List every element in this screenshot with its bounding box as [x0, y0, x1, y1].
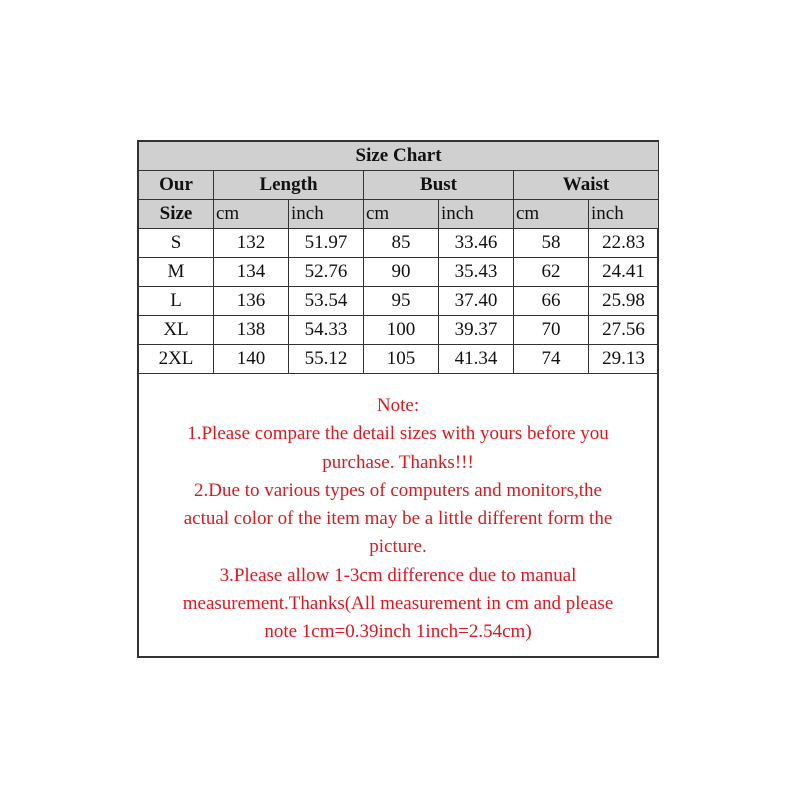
- bust-header: Bust: [364, 171, 514, 200]
- size-cell: L: [139, 287, 214, 316]
- bust-inch-cell: 39.37: [439, 316, 514, 345]
- waist-cm-cell: 58: [514, 229, 589, 258]
- waist-header: Waist: [514, 171, 659, 200]
- waist-cm-cell: 70: [514, 316, 589, 345]
- waist-inch-header: inch: [589, 200, 659, 229]
- waist-cm-cell: 66: [514, 287, 589, 316]
- length-inch-cell: 55.12: [289, 345, 364, 374]
- waist-inch-cell: 25.98: [589, 287, 659, 316]
- size-cell: 2XL: [139, 345, 214, 374]
- note-line: actual color of the item may be a little different form the: [183, 508, 613, 530]
- length-inch-cell: 54.33: [289, 316, 364, 345]
- length-inch-cell: 53.54: [289, 287, 364, 316]
- size-cell: S: [139, 229, 214, 258]
- length-inch-cell: 52.76: [289, 258, 364, 287]
- bust-inch-cell: 37.40: [439, 287, 514, 316]
- length-cm-cell: 140: [214, 345, 289, 374]
- note-line: picture.: [369, 536, 427, 558]
- bust-cm-cell: 85: [364, 229, 439, 258]
- bust-cm-cell: 95: [364, 287, 439, 316]
- length-cm-cell: 134: [214, 258, 289, 287]
- our-size-header-top: Our: [139, 171, 214, 200]
- length-cm-cell: 132: [214, 229, 289, 258]
- length-header: Length: [214, 171, 364, 200]
- notes-section: [139, 392, 657, 647]
- length-cm-header: cm: [214, 200, 289, 229]
- length-cm-cell: 138: [214, 316, 289, 345]
- length-inch-header: inch: [289, 200, 364, 229]
- size-chart: [137, 140, 659, 658]
- waist-cm-header: cm: [514, 200, 589, 229]
- waist-inch-cell: 29.13: [589, 345, 659, 374]
- bust-cm-cell: 105: [364, 345, 439, 374]
- size-cell: XL: [139, 316, 214, 345]
- waist-inch-cell: 22.83: [589, 229, 659, 258]
- table-row: [139, 345, 659, 374]
- table-row: [139, 229, 659, 258]
- note-line: measurement.Thanks(All measurement in cm and please: [182, 593, 614, 615]
- bust-cm-cell: 100: [364, 316, 439, 345]
- our-size-header-bottom: Size: [139, 200, 214, 229]
- note-line: 2.Due to various types of computers and monitors,the: [194, 479, 602, 501]
- bust-inch-cell: 35.43: [439, 258, 514, 287]
- bust-inch-cell: 41.34: [439, 345, 514, 374]
- length-cm-cell: 136: [214, 287, 289, 316]
- table-row: [139, 316, 659, 345]
- table-row: [139, 287, 659, 316]
- note-line: 3.Please allow 1-3cm difference due to manual: [219, 564, 577, 586]
- bust-inch-cell: 33.46: [439, 229, 514, 258]
- note-line: note 1cm=0.39inch 1inch=2.54cm): [264, 621, 532, 643]
- size-table: [138, 141, 659, 374]
- bust-cm-cell: 90: [364, 258, 439, 287]
- chart-title: Size Chart: [139, 142, 659, 171]
- bust-cm-header: cm: [364, 200, 439, 229]
- note-heading: Note:: [376, 395, 420, 416]
- waist-inch-cell: 27.56: [589, 316, 659, 345]
- note-line: purchase. Thanks!!!: [322, 451, 474, 473]
- waist-cm-cell: 62: [514, 258, 589, 287]
- note-line: 1.Please compare the detail sizes with yours before you: [187, 423, 609, 445]
- table-row: [139, 258, 659, 287]
- bust-inch-header: inch: [439, 200, 514, 229]
- waist-inch-cell: 24.41: [589, 258, 659, 287]
- size-cell: M: [139, 258, 214, 287]
- waist-cm-cell: 74: [514, 345, 589, 374]
- length-inch-cell: 51.97: [289, 229, 364, 258]
